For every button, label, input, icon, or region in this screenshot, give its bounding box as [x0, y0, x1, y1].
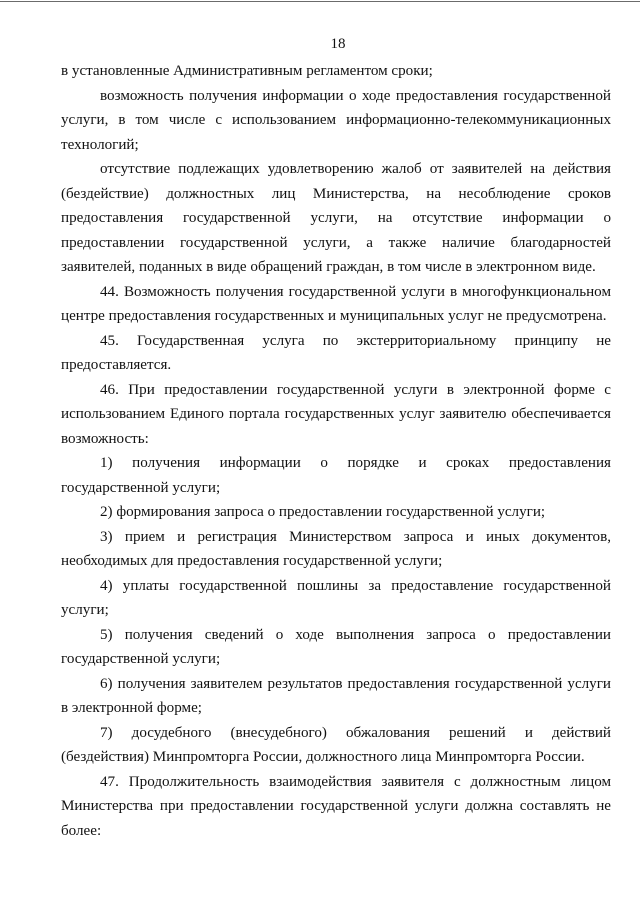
list-item-3: 3) прием и регистрация Министерством запроса и иных документов, необходимых для предоставления государственной услуги; [61, 528, 611, 569]
paragraph-info-availability: возможность получения информации о ходе предоставления государственной услуги, в том числе с использованием информационно-телекоммуникационных технологий; [61, 87, 611, 153]
list-item-7: 7) досудебного (внесудебного) обжалования решений и действий (бездействия) Минпромторга России, должностного лица Минпромторга России. [61, 724, 611, 765]
list-item-5: 5) получения сведений о ходе выполнения запроса о предоставлении государственной услуги; [61, 626, 611, 667]
top-scan-edge-line [0, 1, 640, 2]
list-item-6: 6) получения заявителем результатов предоставления государственной услуги в электронной форме; [61, 675, 611, 716]
paragraph-47: 47. Продолжительность взаимодействия заявителя с должностным лицом Министерства при предоставлении государственной услуги должна составлять не более: [61, 773, 611, 839]
document-body [61, 59, 611, 843]
paragraph-45: 45. Государственная услуга по экстерриториальному принципу не предоставляется. [61, 332, 611, 373]
paragraph-46: 46. При предоставлении государственной услуги в электронной форме с использованием Единого портала государственных услуг заявителю обеспечивается возможность: [61, 381, 611, 447]
list-item-1: 1) получения информации о порядке и сроках предоставления государственной услуги; [61, 455, 611, 496]
list-item-2: 2) формирования запроса о предоставлении государственной услуги; [100, 504, 546, 520]
page-number: 18 [330, 36, 346, 52]
paragraph-continuation: в установленные Административным регламентом сроки; [61, 63, 433, 79]
paragraph-44: 44. Возможность получения государственной услуги в многофункциональном центре предоставления государственных и муниципальных услуг не предусмотрена. [61, 283, 611, 324]
list-item-4: 4) уплаты государственной пошлины за предоставление государственной услуги; [61, 577, 611, 618]
paragraph-complaints: отсутствие подлежащих удовлетворению жалоб от заявителей на действия (бездействие) должностных лиц Министерства, на несоблюдение сроков предоставления государственной услуги, на отсутствие информации о предоставлении государственной услуги, а также наличие благодарностей заявителей, поданных в виде обращений граждан, в том числе в электронном виде. [61, 161, 611, 275]
